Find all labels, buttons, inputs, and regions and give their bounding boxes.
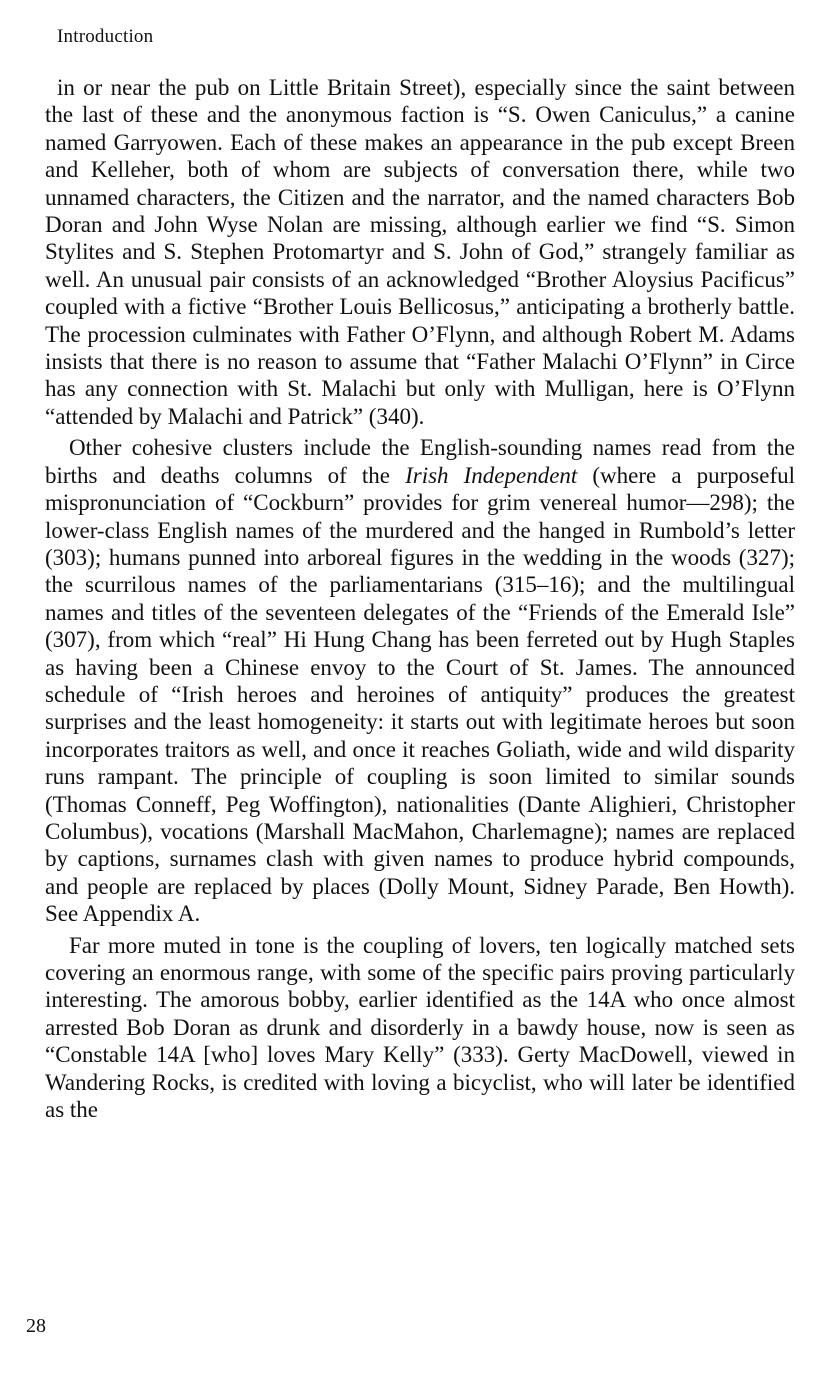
paragraph-3 bbox=[45, 932, 795, 1124]
paragraph-2-text-b: (where a purposeful mispronunciation of “Cockburn” provides for grim venereal humor—298); the lower-class English names of the murdered and the hanged in Rumbold’s letter (303); humans punned into arboreal figures in the wedding in the woods (327); the scurrilous names of the parliamentarians (315–16); and the multilingual names and titles of the seventeen delegates of the “Friends of the Emerald Isle” (307), from which “real” Hi Hung Chang has been ferreted out by Hugh Staples as having been a Chinese envoy to the Court of St. James. The announced schedule of “Irish heroes and heroines of antiquity” produces the greatest surprises and the least homogeneity: it starts out with legitimate heroes but soon incorporates traitors as well, and once it reaches Goliath, wide and wild disparity runs rampant. The principle of coupling is soon limited to similar sounds (Thomas Conneff, Peg Woffington), nationalities (Dante Alighieri, Christopher Columbus), vocations (Marshall MacMahon, Charlemagne); names are replaced by captions, surnames clash with given names to produce hybrid compounds, and people are replaced by places (Dolly Mount, Sidney Parade, Ben Howth). See Appendix A. bbox=[45, 462, 795, 927]
paragraph-2 bbox=[45, 434, 795, 927]
paragraph-1 bbox=[45, 74, 795, 430]
running-head: Introduction bbox=[57, 26, 154, 47]
page-number: 28 bbox=[26, 1315, 46, 1337]
paragraph-1-text: in or near the pub on Little Britain Street), especially since the saint between the last of these and the anonymous faction is “S. Owen Caniculus,” a canine named Garryowen. Each of these makes an appearance in the pub except Breen and Kelleher, both of whom are subjects of conversation there, while two unnamed characters, the Citizen and the narrator, and the named characters Bob Doran and John Wyse Nolan are missing, although earlier we find “S. Simon Stylites and S. Stephen Protomartyr and S. John of God,” strangely familiar as well. An unusual pair consists of an acknowledged “Brother Aloysius Pacificus” coupled with a fictive “Brother Louis Bellicosus,” anticipating a brotherly battle. The procession culminates with Father O’Flynn, and although Robert M. Adams insists that there is no reason to assume that “Father Malachi O’Flynn” in Circe has any connection with St. Malachi but only with Mulligan, here is O’Flynn “attended by Malachi and Patrick” (340). bbox=[45, 75, 795, 429]
body-text bbox=[45, 74, 795, 1123]
paragraph-2-text-a: Other cohesive clusters include the English-sounding names read from the births and deaths columns of the bbox=[45, 435, 795, 488]
paragraph-3-text: Far more muted in tone is the coupling of lovers, ten logically matched sets covering an enormous range, with some of the specific pairs proving particularly interesting. The amorous bobby, earlier identified as the 14A who once almost arrested Bob Doran as drunk and disorderly in a bawdy house, now is seen as “Constable 14A [who] loves Mary Kelly” (333). Gerty MacDowell, viewed in Wandering Rocks, is credited with loving a bicyclist, who will later be identified as the bbox=[45, 932, 795, 1123]
newspaper-title: Irish Independent bbox=[405, 462, 578, 488]
